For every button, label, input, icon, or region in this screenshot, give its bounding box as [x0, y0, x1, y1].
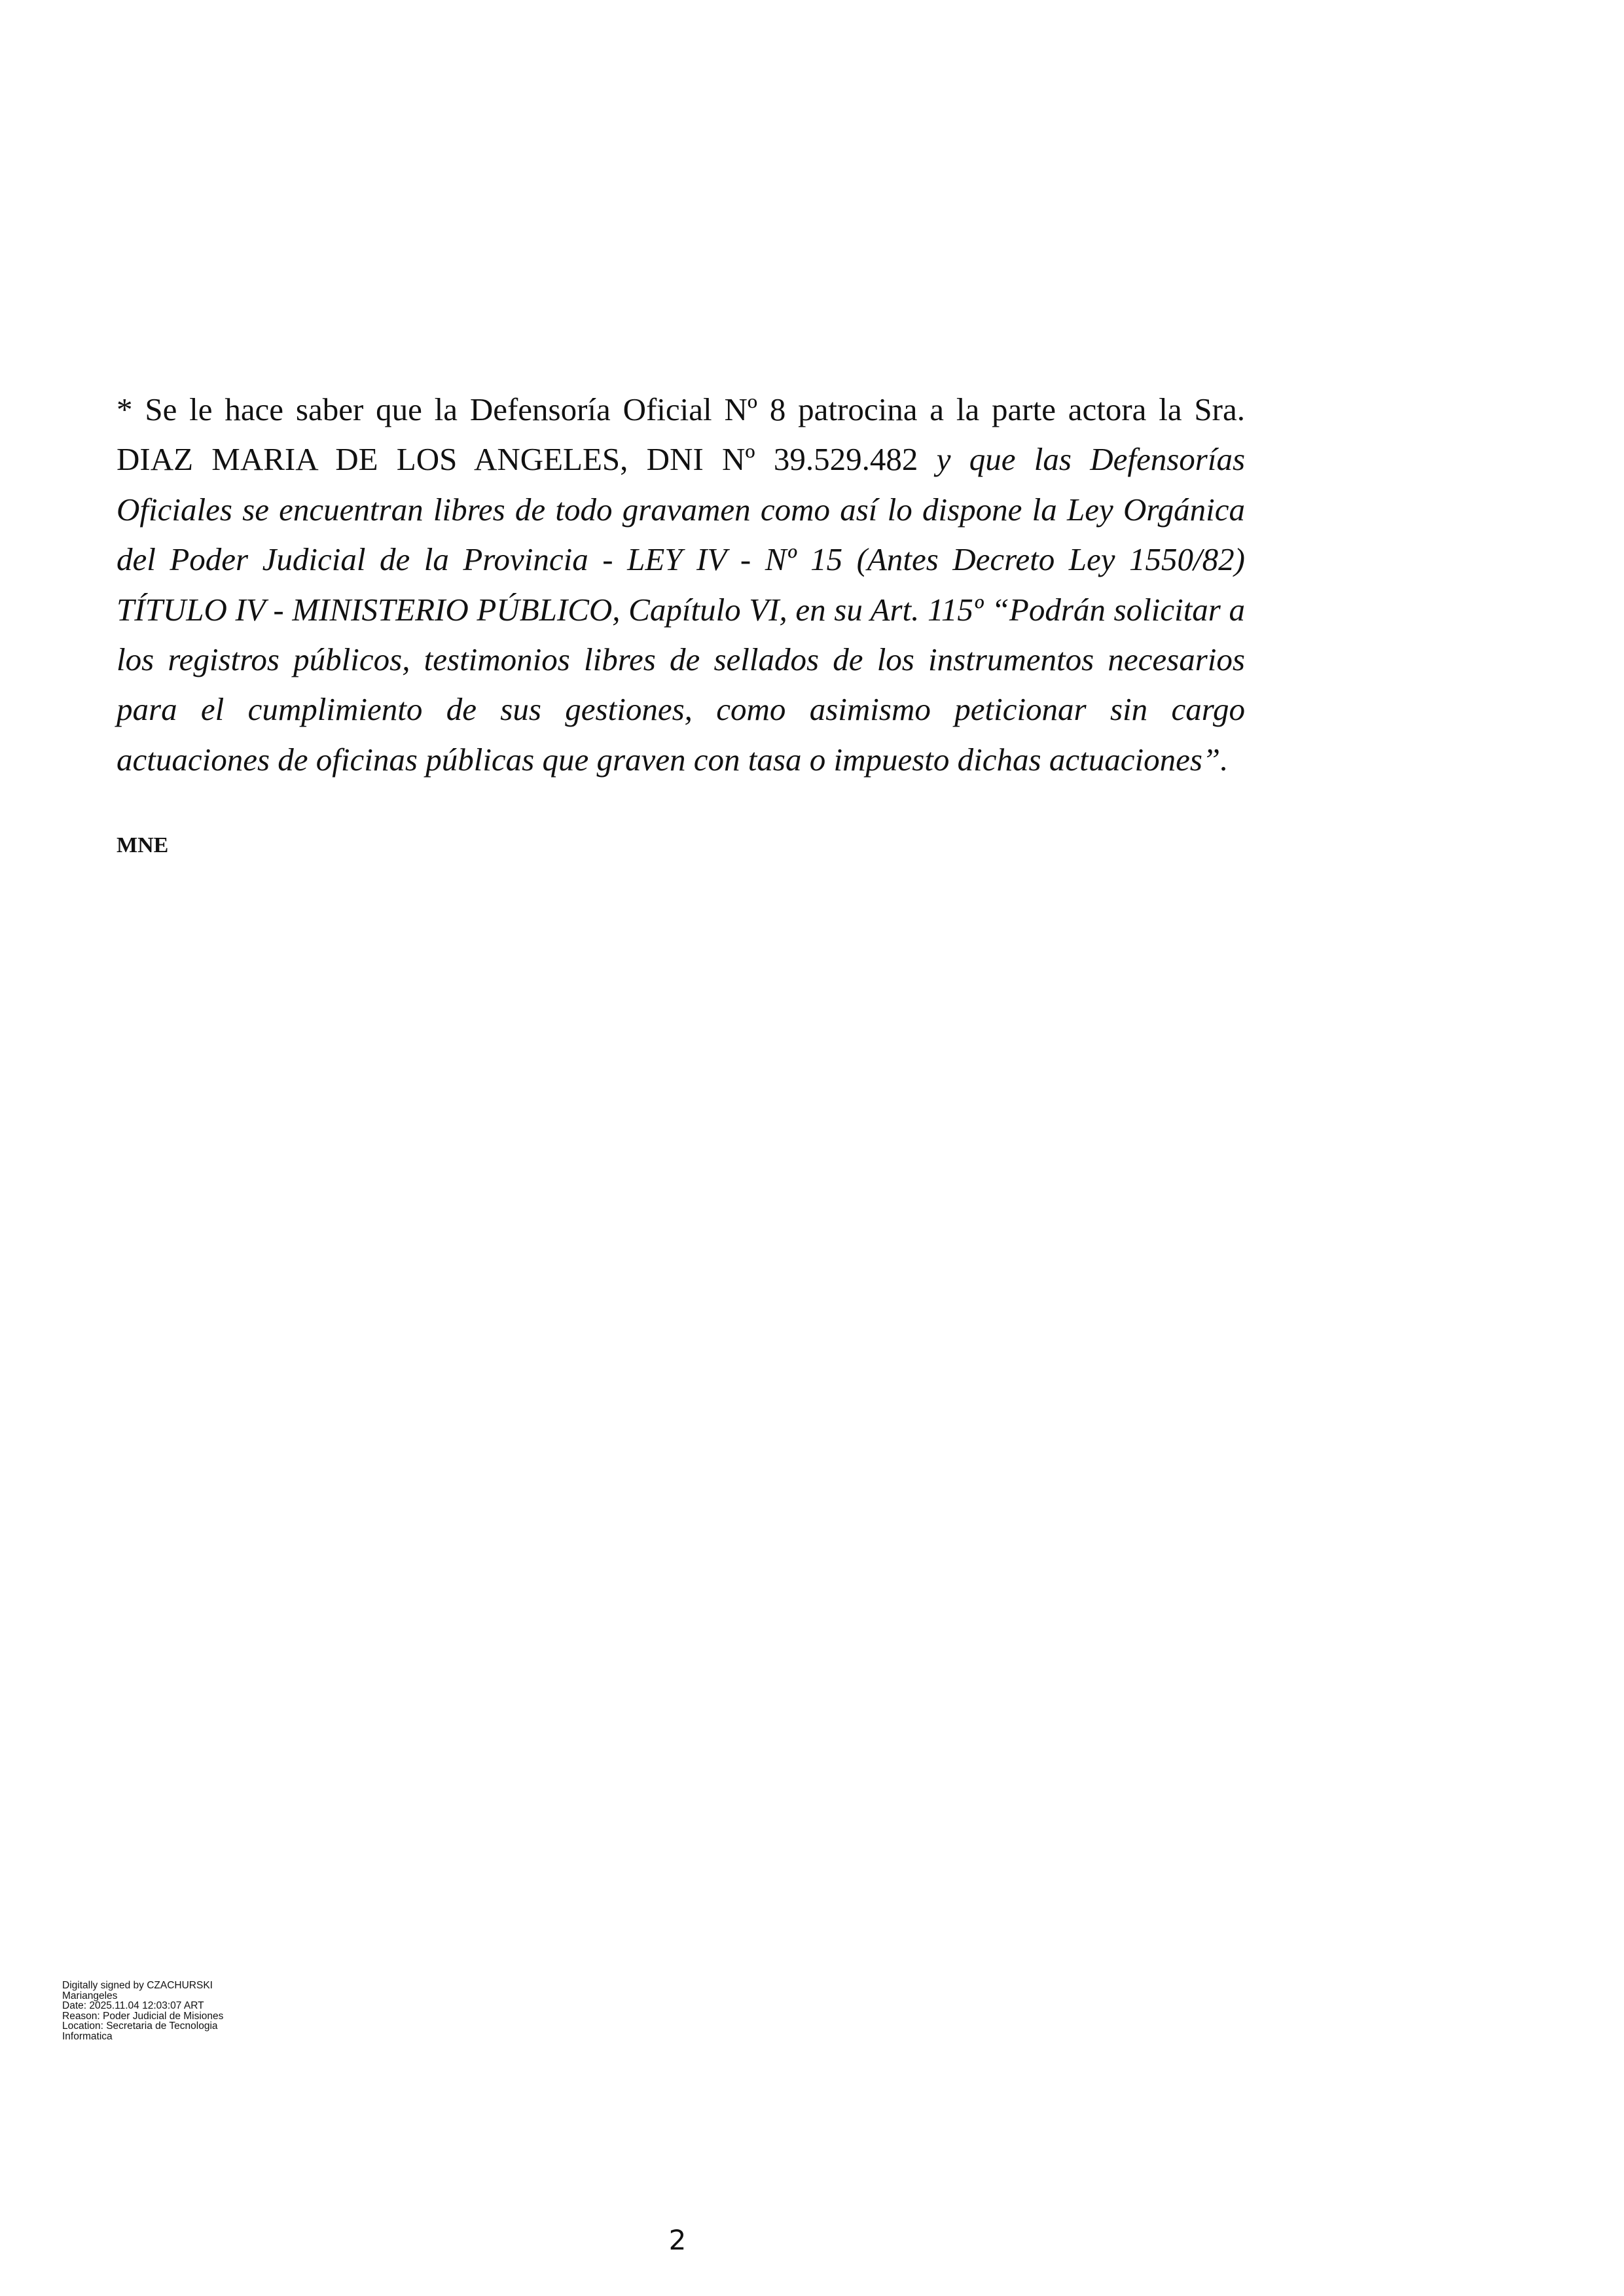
- page-number: 2: [668, 2224, 687, 2256]
- signature-line: Reason: Poder Judicial de Misiones: [62, 2010, 224, 2022]
- signature-line: Digitally signed by CZACHURSKI: [62, 1980, 213, 1991]
- digital-signature-block: [62, 1981, 298, 2041]
- paragraph-normal-text: * Se le hace saber que la Defensoría Oficial Nº 8 patrocina a la parte actora la Sra. DIAZ MARIA DE LOS ANGELES, DNI Nº 39.529.482: [117, 391, 1245, 478]
- paragraph-italic-text: y que las Defensorías Oficiales se encuentran libres de todo gravamen como así lo dispone la Ley Orgánica del Poder Judicial de la Provincia - LEY IV - Nº 15 (Antes Decreto Ley 1550/82) TÍTULO IV - MINISTERIO PÚBLICO, Capítulo VI, en su Art. 115º “Podrán solicitar a los registros públicos, testimonios libres de sellados de los instrumentos necesarios para el cumplimiento de sus gestiones, como asimismo peticionar sin cargo actuaciones de oficinas públicas que graven con tasa o impuesto dichas actuaciones”.: [117, 441, 1246, 778]
- signature-line: Mariangeles: [62, 1990, 118, 2001]
- author-initials: MNE: [117, 833, 169, 857]
- signature-line: Location: Secretaria de Tecnologia: [62, 2020, 218, 2032]
- signature-line: Date: 2025.11.04 12:03:07 ART: [62, 2000, 204, 2011]
- body-paragraph: [117, 385, 1245, 785]
- signature-line: Informatica: [62, 2030, 113, 2042]
